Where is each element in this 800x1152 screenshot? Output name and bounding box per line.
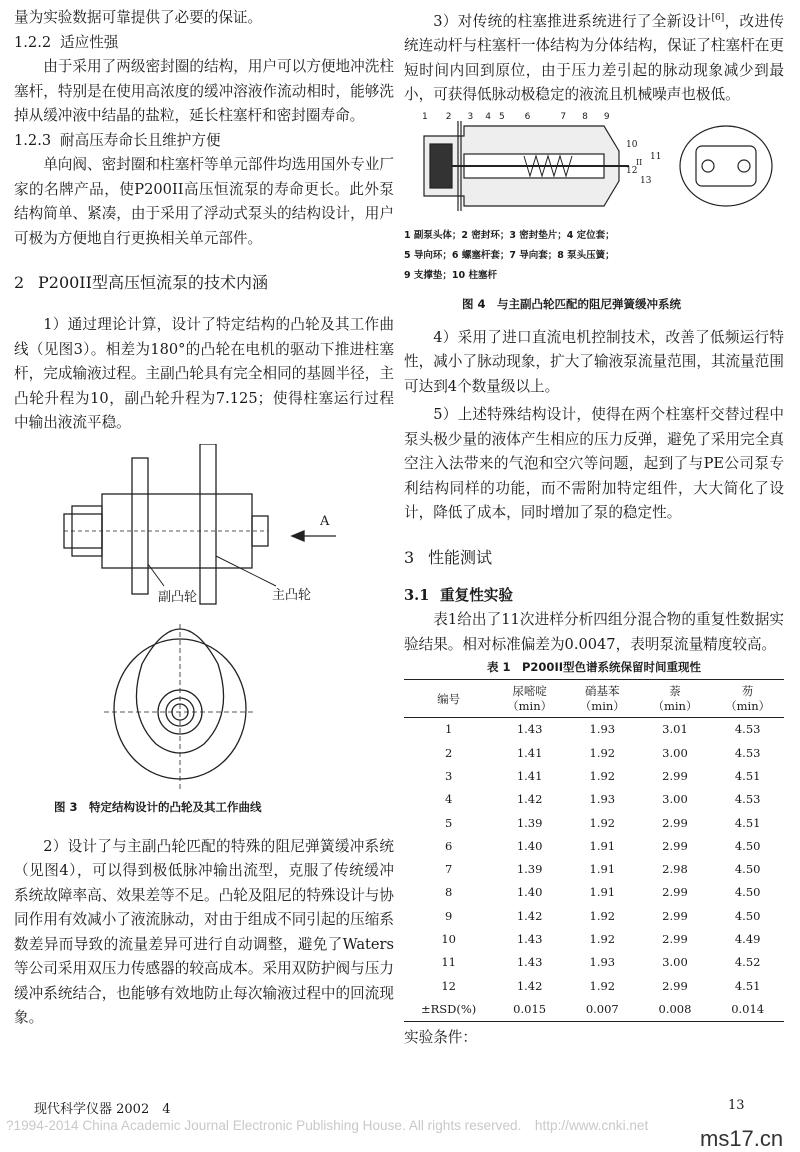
figure-4-drawing (404, 116, 784, 216)
label-main-cam: 主凸轮 (272, 587, 312, 603)
table-row (404, 858, 784, 881)
subsection-heading-1-2-2 (14, 31, 394, 56)
table-cell: 4.52 (734, 955, 761, 970)
column-header (566, 680, 639, 718)
part-number: 8 (582, 111, 588, 122)
table-row (404, 975, 784, 998)
column-header-name: 萘 (669, 684, 681, 699)
table-cell: 0.014 (711, 998, 784, 1022)
table-cell: 4.50 (734, 862, 761, 877)
table-cell: 1.92 (589, 908, 616, 923)
table-cell: 1.43 (516, 932, 543, 947)
table-cell: 8 (444, 885, 453, 900)
column-header-unit: （min） (652, 699, 698, 714)
table-cell: 0.007 (566, 998, 639, 1022)
label-sub-cam: 副凸轮 (158, 589, 198, 605)
part-number: 6 (524, 111, 531, 122)
subsection-number: 1.2.3 (14, 131, 52, 149)
paragraph: 量为实验数据可靠提供了必要的保证。 (14, 9, 263, 26)
table-cell: 4 (444, 792, 453, 807)
section-number: 3 (404, 547, 415, 567)
table-cell: 3.00 (662, 955, 688, 970)
part-number: 2 (445, 111, 452, 122)
page-number: 13 (728, 1098, 745, 1113)
table-cell: ±RSD(%) (404, 998, 493, 1022)
table-cell: 7 (444, 862, 453, 877)
table-cell: 1.92 (589, 978, 616, 993)
table-row (404, 928, 784, 951)
column-header-name: 硝基苯 (585, 684, 620, 699)
table-row (404, 718, 784, 742)
figure-3-caption: 图 3 特定结构设计的凸轮及其工作曲线 (54, 799, 262, 814)
section-heading-2 (14, 271, 394, 295)
column-header-name: 尿嘧啶 (512, 684, 547, 699)
section-heading-3 (404, 546, 784, 570)
table-cell: 1.42 (516, 908, 543, 923)
table-cell: 12 (441, 978, 456, 993)
table-row (404, 765, 784, 788)
subsection-heading-3-1 (404, 584, 784, 609)
section-title: 性能测试 (428, 547, 493, 567)
table-cell: 1.40 (516, 838, 543, 853)
part-number: 5 (498, 111, 505, 122)
table-row (404, 951, 784, 974)
column-header (404, 680, 493, 718)
paragraph: 由于采用了两级密封圈的结构，用户可以方便地冲洗柱塞杆，特别是在使用高浓度的缓冲溶液作流动相时，能够洗掉从缓冲液中结晶的盐粒，延长柱塞杆和密封圈寿命。 (14, 58, 394, 124)
column-header-name: 芴 (741, 684, 754, 699)
part-number: 4 (485, 111, 491, 122)
table-cell: 4.51 (734, 978, 761, 993)
left-column (14, 0, 394, 1031)
column-header-name: 编号 (437, 691, 461, 706)
table-cell: 1.41 (516, 745, 543, 760)
legend-line: 9 支撑垫；10 柱塞杆 (404, 269, 497, 281)
table-cell: 4.51 (734, 768, 761, 783)
table-row (404, 835, 784, 858)
arrow-label-a: A (320, 513, 330, 529)
table-row (404, 905, 784, 928)
paragraph-text: 3）对传统的柱塞推进系统进行了全新设计 (433, 12, 712, 30)
paragraph: 5）上述特殊结构设计，使得在两个柱塞杆交替过程中泵头极少量的液体产生相应的压力反弹，避免了采用完全真空注入法带来的气泡和空穴等问题，起到了与PE公司泵专利结构同样的功能，而不需附加特定组件，大大简化了设计，降低了成本，同时增加了泵的稳定性。 (404, 406, 784, 522)
part-number: 13 (640, 175, 652, 186)
part-number: 7 (560, 111, 567, 122)
table-cell: 1.91 (589, 885, 616, 900)
table-cell: 2.99 (662, 978, 688, 993)
table-cell: 4.53 (734, 722, 761, 737)
table-cell: 1.93 (589, 955, 616, 970)
paragraph: 表1给出了11次进样分析四组分混合物的重复性数据实验结果。相对标准偏差为0.0047，表明泵流量精度较高。 (404, 611, 784, 653)
subsection-title: 适应性强 (60, 33, 119, 51)
column-header-unit: （min） (507, 699, 553, 714)
table-cell: 5 (444, 815, 453, 830)
table-cell: 0.008 (639, 998, 712, 1022)
table-cell: 3.00 (662, 745, 688, 760)
part-numbers-top (422, 112, 610, 122)
paragraph: 2）设计了与主副凸轮匹配的特殊的阻尼弹簧缓冲系统（见图4），可以得到极低脉冲输出流型，克服了传统缓冲系统故障率高、效果差等不足。凸轮及阻尼的特殊设计与协同作用有效减小了液流脉动，对由于组成不同引起的压缩系数差异而导致的流量差异可进行自动调整，避免了Waters等公司采用双压力传感器的较高成本。采用双防护阀与压力缓冲系统结合，也能够有效地防止每次输液过程中的回流现象。 (14, 837, 394, 1026)
journal-footer: 现代科学仪器 2002 4 (34, 1102, 171, 1117)
table-cell: 9 (444, 908, 453, 923)
figure-4-caption: 图 4 与主副凸轮匹配的阻尼弹簧缓冲系统 (462, 296, 682, 311)
table-cell: 1.42 (516, 792, 543, 807)
site-watermark: ms17.cn (700, 1126, 784, 1151)
table-row (404, 742, 784, 765)
paragraph-text: ，改进传统连动杆与柱塞杆一体结构为分体结构，保证了柱塞杆在更短时间内回到原位，由于压力差引起的脉动现象减少到最小，可获得低脉动极稳定的液流且机械噪声也极低。 (404, 12, 784, 104)
table-1 (404, 679, 784, 1022)
table-cell: 2.99 (662, 885, 688, 900)
column-header (639, 680, 712, 718)
part-roman-label: II (636, 157, 643, 167)
table-cell: 3.01 (662, 722, 688, 737)
table-row (404, 998, 784, 1022)
table-cell: 1.40 (516, 885, 543, 900)
column-header-unit: （min） (579, 699, 625, 714)
table-cell: 1.39 (516, 862, 543, 877)
figure-4 (404, 111, 784, 216)
figure-3-drawing (14, 444, 394, 799)
part-number: 11 (650, 151, 662, 162)
table-cell: 1.91 (589, 838, 616, 853)
table-cell: 11 (441, 955, 456, 970)
copyright-watermark: ?1994-2014 China Academic Journal Electronic Publishing House. All rights reserved. http://www.cnki.net (6, 1118, 649, 1133)
table-cell: 3 (444, 768, 453, 783)
part-number: 3 (467, 111, 474, 122)
table-cell: 3.00 (662, 792, 688, 807)
table-1-title: 表 1 P200II型色谱系统保留时间重现性 (487, 660, 701, 675)
table-cell: 2.99 (662, 908, 688, 923)
table-row (404, 881, 784, 904)
table-row (404, 788, 784, 811)
figure-3 (14, 444, 394, 799)
table-cell: 1.39 (516, 815, 543, 830)
section-title: P200II型高压恒流泵的技术内涵 (38, 273, 268, 292)
subsection-title: 重复性实验 (440, 586, 513, 604)
table-cell: 1.92 (589, 768, 616, 783)
subsection-number: 1.2.2 (14, 33, 52, 51)
table-cell: 1.92 (589, 745, 616, 760)
legend-line: 1 副泵头体；2 密封环；3 密封垫片；4 定位套； (404, 229, 615, 241)
table-cell: 2.99 (662, 838, 688, 853)
citation: [6] (711, 13, 725, 23)
paragraph: 单向阀、密封圈和柱塞杆等单元部件均选用国外专业厂家的名牌产品，使P200II高压恒流泵的寿命更长。此外泵结构简单、紧凑，由于采用了浮动式泵头的结构设计，用户可极为方便地自行更换相关单元部件。 (14, 156, 394, 247)
table-cell: 2.98 (662, 862, 688, 877)
table-cell: 1.43 (516, 955, 543, 970)
table-cell: 6 (444, 838, 453, 853)
table-cell: 2.99 (662, 932, 688, 947)
part-number: 1 (422, 111, 428, 122)
table-cell: 4.50 (734, 885, 761, 900)
paragraph (404, 6, 784, 108)
table-cell: 2.99 (662, 815, 688, 830)
table-row (404, 812, 784, 835)
paragraph: 实验条件： (404, 1029, 477, 1047)
subsection-heading-1-2-3 (14, 129, 394, 154)
table-cell: 1.93 (589, 722, 616, 737)
part-number: 10 (626, 139, 638, 150)
part-number: 9 (603, 111, 610, 122)
column-header-unit: （min） (725, 699, 771, 714)
table-cell: 4.53 (734, 792, 761, 807)
table-cell: 0.015 (493, 998, 566, 1022)
figure-4-legend (404, 226, 784, 286)
table-cell: 4.49 (734, 932, 761, 947)
table-cell: 4.53 (734, 745, 761, 760)
table-cell: 2.99 (662, 768, 688, 783)
table-cell: 1.93 (589, 792, 616, 807)
part-number: 12 (626, 165, 638, 176)
table-cell: 2 (444, 745, 453, 760)
section-number: 2 (14, 273, 25, 292)
table-cell: 1.92 (589, 932, 616, 947)
table-cell: 1.41 (516, 768, 543, 783)
table-cell: 1.91 (589, 862, 616, 877)
table-cell: 4.51 (734, 815, 761, 830)
table-cell: 1.42 (516, 978, 543, 993)
paragraph: 4）采用了进口直流电机控制技术，改善了低频运行特性，减小了脉动现象，扩大了输液泵流量范围，其流量范围可达到4个数量级以上。 (404, 328, 784, 395)
subsection-number: 3.1 (404, 586, 430, 604)
column-header (493, 680, 566, 718)
legend-line: 5 导向环；6 螺塞杆套；7 导向套；8 泵头压簧； (404, 249, 615, 261)
column-header (711, 680, 784, 718)
table-cell: 1 (444, 722, 453, 737)
subsection-title: 耐高压寿命长且维护方便 (60, 131, 221, 149)
table-cell: 4.50 (734, 838, 761, 853)
table-cell: 1.92 (589, 815, 616, 830)
table-cell: 10 (441, 932, 456, 947)
table-cell: 1.43 (516, 722, 543, 737)
right-column (404, 0, 784, 1051)
table-header-row (404, 680, 784, 718)
table-body (404, 718, 784, 1022)
table-cell: 4.50 (734, 908, 761, 923)
paragraph: 1）通过理论计算，设计了特定结构的凸轮及其工作曲线（见图3）。相差为180°的凸轮在电机的驱动下推进柱塞杆，完成输液过程。主副凸轮具有完全相同的基圆半径，主凸轮升程为10，副凸轮升程为7.125；使得柱塞运行过程中输出液流平稳。 (14, 316, 394, 431)
